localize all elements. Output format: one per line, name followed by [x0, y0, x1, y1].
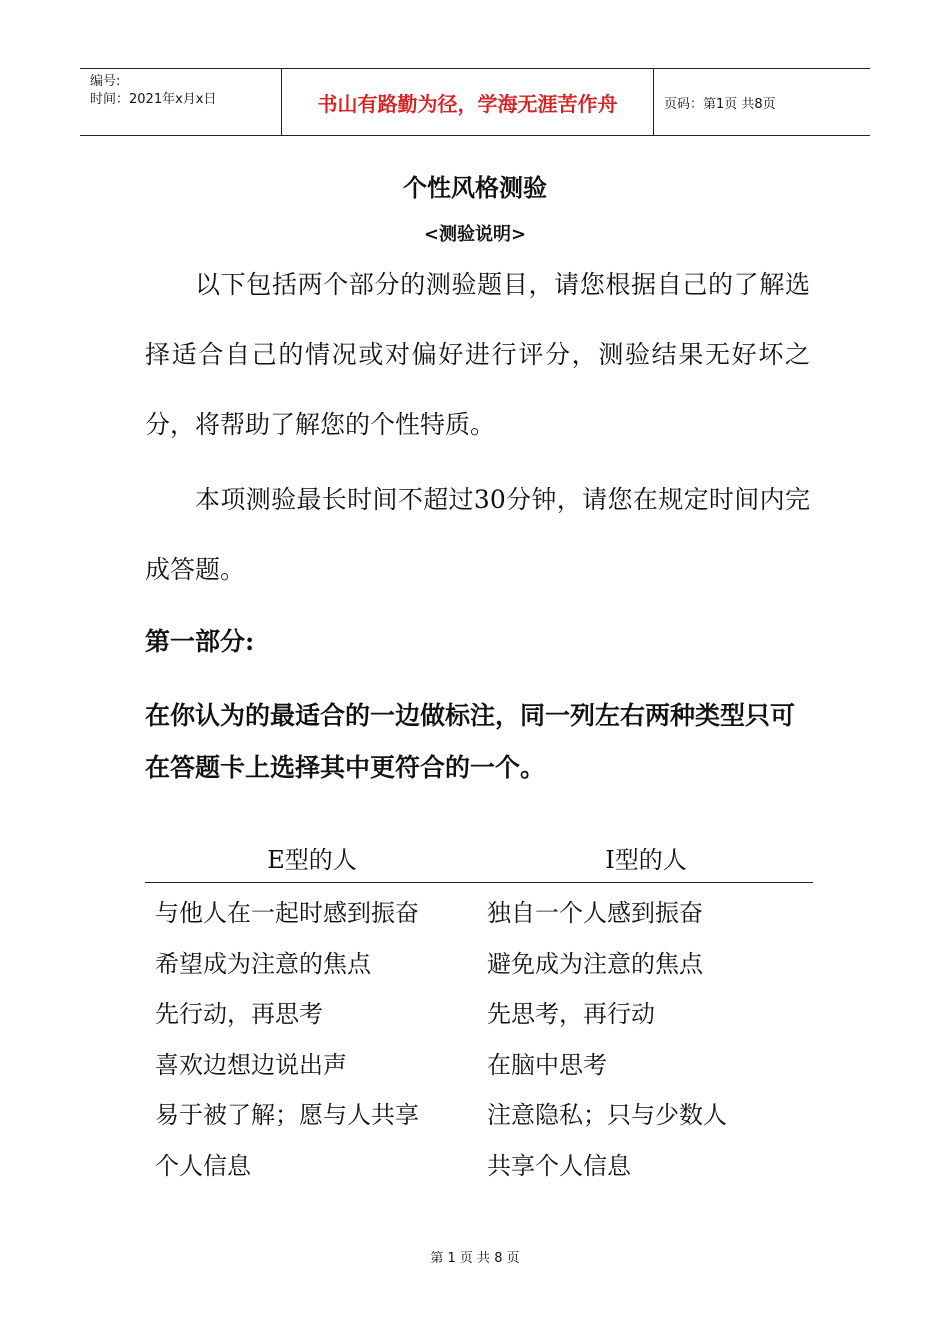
document-subtitle: <测验说明>	[423, 224, 527, 245]
column-header-e-type: E型的人	[267, 846, 357, 874]
intro-paragraph-1: 以下包括两个部分的测验题目，请您根据自己的了解选择适合自己的情况或对偏好进行评分，测验结果无好坏之分，将帮助了解您的个性特质。	[145, 270, 810, 439]
e-type-item: 易于被了解；愿与人共享	[155, 1101, 419, 1129]
e-type-item: 先行动，再思考	[155, 1000, 323, 1028]
i-type-item: 独自一个人感到振奋	[487, 899, 703, 927]
header-meta	[80, 69, 282, 135]
type-table-body	[145, 888, 813, 1191]
page-footer: 第 1 页 共 8 页	[430, 1251, 520, 1266]
e-type-item: 个人信息	[155, 1151, 251, 1180]
column-header-i-type: I型的人	[605, 846, 687, 874]
e-type-item: 喜欢边想边说出声	[155, 1050, 347, 1079]
section-heading: 第一部分:	[145, 627, 255, 656]
section-instruction: 在你认为的最适合的一边做标注，同一列左右两种类型只可在答题卡上选择其中更符合的一个。	[145, 701, 796, 782]
e-type-column	[145, 888, 479, 1191]
type-table-header	[145, 838, 813, 883]
document-title: 个性风格测验	[403, 173, 547, 202]
document-number-label: 编号:	[90, 74, 121, 89]
e-type-item: 与他人在一起时感到振奋	[155, 899, 419, 927]
i-type-item: 在脑中思考	[487, 1050, 607, 1079]
header-motto: 书山有路勤为径，学海无涯苦作舟	[282, 69, 654, 135]
i-type-column	[479, 888, 813, 1191]
i-type-item: 注意隐私；只与少数人	[487, 1101, 727, 1129]
i-type-item: 避免成为注意的焦点	[487, 949, 703, 978]
e-type-item: 希望成为注意的焦点	[155, 949, 371, 978]
page-header	[80, 68, 870, 136]
header-page-info: 页码：第1页 共8页	[664, 96, 776, 112]
document-time: 时间：2021年x月x日	[90, 92, 217, 107]
intro-paragraph-2: 本项测验最长时间不超过30分钟，请您在规定时间内完成答题。	[145, 485, 810, 584]
i-type-item: 共享个人信息	[487, 1151, 631, 1180]
i-type-item: 先思考，再行动	[487, 1000, 655, 1028]
